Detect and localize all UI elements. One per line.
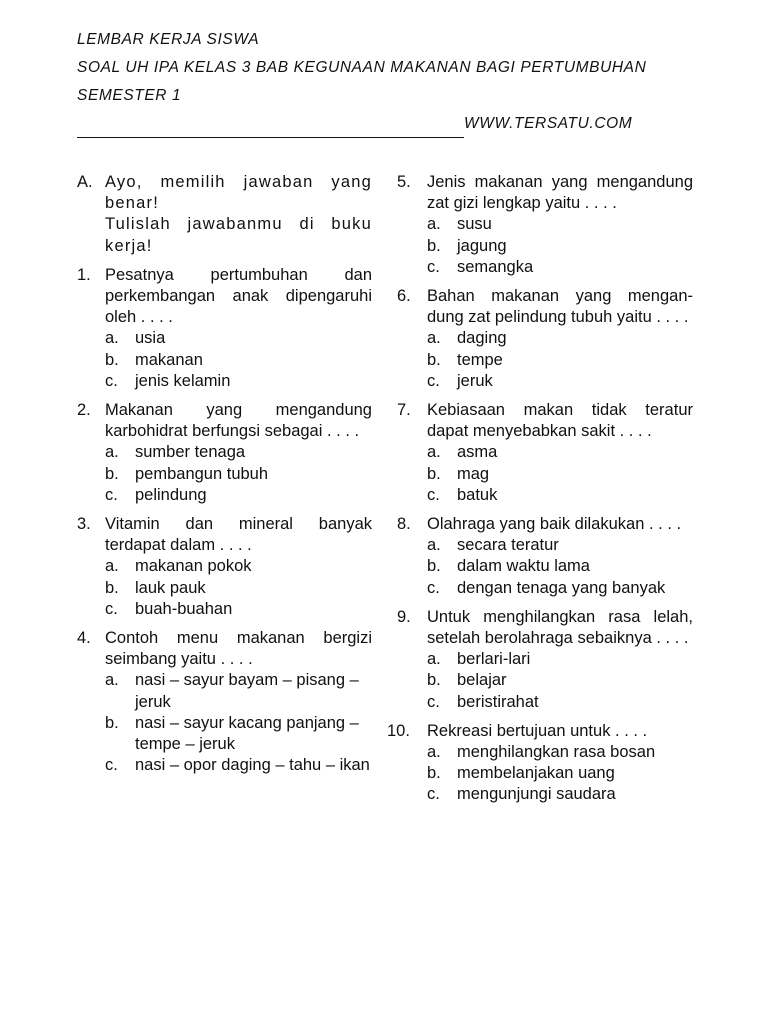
option-letter: c. xyxy=(427,485,440,504)
question-number: 3. xyxy=(77,515,91,534)
header-underline xyxy=(77,117,464,138)
option-letter: b. xyxy=(105,713,119,732)
option-letter: b. xyxy=(427,557,441,576)
option-text: jeruk xyxy=(457,371,493,390)
question-number: 6. xyxy=(397,287,411,306)
worksheet-header xyxy=(77,26,717,138)
question-6 xyxy=(397,286,693,392)
question-stem: Bahan makanan yang mengan- dung zat pelindung tubuh yaitu . . . . xyxy=(427,287,693,327)
option-letter: c. xyxy=(105,371,118,390)
question-9 xyxy=(397,607,693,713)
option-letter: b. xyxy=(105,578,119,597)
answer-option-b[interactable] xyxy=(427,763,693,784)
question-stem: Olahraga yang baik dilakukan . . . . xyxy=(427,515,682,534)
option-text: nasi – sayur kacang panjang – tempe – jeruk xyxy=(135,713,359,754)
option-text: pembangun tubuh xyxy=(135,464,269,483)
question-4 xyxy=(77,628,372,776)
option-letter: b. xyxy=(427,764,441,783)
question-number: 2. xyxy=(77,401,91,420)
option-letter: b. xyxy=(105,350,119,369)
answer-option-b[interactable] xyxy=(105,464,372,485)
question-number: 9. xyxy=(397,607,411,626)
question-2 xyxy=(77,400,372,506)
question-stem: Pesatnya pertumbuhan dan perkembangan anak dipengaruhi oleh . . . . xyxy=(105,265,372,327)
answer-option-a[interactable] xyxy=(427,328,693,349)
option-letter: a. xyxy=(427,743,441,762)
question-stem: Untuk menghilangkan rasa lelah, setelah berolahraga sebaiknya . . . . xyxy=(427,607,693,648)
header-rule-row xyxy=(77,110,717,138)
option-letter: a. xyxy=(105,443,119,462)
question-number: 1. xyxy=(77,265,91,284)
right-column xyxy=(387,172,693,814)
answer-option-c[interactable] xyxy=(105,371,372,392)
option-text: pelindung xyxy=(135,485,207,504)
question-8 xyxy=(397,514,693,599)
answer-option-c[interactable] xyxy=(427,371,693,392)
option-letter: c. xyxy=(105,756,118,775)
option-text: menghilangkan rasa bosan xyxy=(457,743,656,762)
option-text: buah-buahan xyxy=(135,599,233,618)
answer-option-a[interactable] xyxy=(427,649,693,670)
answer-option-a[interactable] xyxy=(427,214,693,235)
question-5 xyxy=(397,172,693,278)
option-text: jenis kelamin xyxy=(135,371,231,390)
option-text: makanan xyxy=(135,350,203,369)
question-stem: Rekreasi bertujuan untuk . . . . xyxy=(427,721,648,740)
option-text: mag xyxy=(457,464,490,483)
answer-option-b[interactable] xyxy=(427,236,693,257)
answer-option-b[interactable] xyxy=(427,350,693,371)
answer-option-b[interactable] xyxy=(105,713,372,755)
answer-option-c[interactable] xyxy=(427,692,693,713)
header-subtitle: SOAL UH IPA KELAS 3 BAB KEGUNAAN MAKANAN BAGI PERTUMBUHAN xyxy=(77,59,647,76)
option-letter: c. xyxy=(105,485,118,504)
option-text: susu xyxy=(457,215,492,234)
option-letter: c. xyxy=(427,785,440,804)
option-text: tempe xyxy=(457,350,503,369)
question-stem: Kebiasaan makan tidak teratur dapat menyebabkan sakit . . . . xyxy=(427,401,693,441)
option-text: usia xyxy=(135,329,166,348)
option-text: secara teratur xyxy=(457,536,559,555)
section-letter: A. xyxy=(77,173,93,191)
option-text: nasi – sayur bayam – pisang – jeruk xyxy=(135,671,359,711)
option-text: lauk pauk xyxy=(135,578,206,597)
option-letter: a. xyxy=(427,215,441,234)
option-text: batuk xyxy=(457,485,498,504)
question-10 xyxy=(387,721,693,806)
question-number: 8. xyxy=(397,515,411,534)
question-stem: Makanan yang mengandung karbohidrat berfungsi sebagai . . . . xyxy=(105,401,372,441)
answer-option-a[interactable] xyxy=(427,442,693,463)
answer-option-b[interactable] xyxy=(427,670,693,691)
answer-option-a[interactable] xyxy=(105,328,372,349)
option-letter: a. xyxy=(427,650,441,669)
question-stem: Vitamin dan mineral banyak terdapat dalam . . . . xyxy=(105,515,372,555)
question-number: 4. xyxy=(77,629,91,648)
option-letter: c. xyxy=(427,692,440,711)
option-letter: a. xyxy=(427,329,441,348)
option-text: makanan pokok xyxy=(135,557,252,576)
option-text: jagung xyxy=(457,236,507,255)
option-text: mengunjungi saudara xyxy=(457,785,616,804)
answer-option-c[interactable] xyxy=(427,578,693,599)
answer-option-a[interactable] xyxy=(427,742,693,763)
option-letter: a. xyxy=(105,329,119,348)
option-letter: b. xyxy=(427,671,441,690)
option-letter: a. xyxy=(427,536,441,555)
option-letter: b. xyxy=(427,464,441,483)
section-instruction xyxy=(77,172,372,257)
answer-option-c[interactable] xyxy=(427,485,693,506)
option-text: dalam waktu lama xyxy=(457,557,590,576)
answer-option-b[interactable] xyxy=(105,350,372,371)
answer-option-a[interactable] xyxy=(105,442,372,463)
instruction-line-2: Tulislah jawabanmu di buku kerja! xyxy=(105,215,372,255)
question-stem: Contoh menu makanan bergizi seimbang yaitu . . . . xyxy=(105,629,372,669)
option-letter: c. xyxy=(105,599,118,618)
option-text: beristirahat xyxy=(457,692,539,711)
left-column xyxy=(77,172,372,784)
answer-option-b[interactable] xyxy=(105,578,372,599)
option-text: membelanjakan uang xyxy=(457,764,615,783)
option-letter: b. xyxy=(427,350,441,369)
answer-option-c[interactable] xyxy=(427,784,693,805)
option-text: belajar xyxy=(457,671,507,690)
answer-option-c[interactable] xyxy=(105,755,372,776)
answer-option-a[interactable] xyxy=(105,556,372,577)
answer-option-a[interactable] xyxy=(105,670,372,712)
option-text: berlari-lari xyxy=(457,650,531,669)
answer-option-a[interactable] xyxy=(427,535,693,556)
question-7 xyxy=(397,400,693,506)
option-letter: c. xyxy=(427,371,440,390)
answer-option-c[interactable] xyxy=(105,599,372,620)
question-1 xyxy=(77,265,372,392)
option-text: semangka xyxy=(457,257,534,276)
header-website: WWW.TERSATU.COM xyxy=(464,115,633,132)
option-letter: b. xyxy=(427,236,441,255)
header-title: LEMBAR KERJA SISWA xyxy=(77,31,260,48)
answer-option-b[interactable] xyxy=(427,556,693,577)
option-text: dengan tenaga yang banyak xyxy=(457,578,666,597)
question-number: 7. xyxy=(397,401,411,420)
option-text: sumber tenaga xyxy=(135,443,246,462)
question-3 xyxy=(77,514,372,620)
option-letter: c. xyxy=(427,578,440,597)
option-letter: a. xyxy=(105,557,119,576)
answer-option-b[interactable] xyxy=(427,464,693,485)
answer-option-c[interactable] xyxy=(427,257,693,278)
option-text: asma xyxy=(457,443,498,462)
answer-option-c[interactable] xyxy=(105,485,372,506)
question-stem: Jenis makanan yang mengandung zat gizi lengkap yaitu . . . . xyxy=(427,173,693,213)
option-letter: c. xyxy=(427,257,440,276)
instruction-line-1: Ayo, memilih jawaban yang benar! xyxy=(105,173,372,213)
option-text: nasi – opor daging – tahu – ikan xyxy=(135,756,370,775)
option-text: daging xyxy=(457,329,507,348)
question-number: 10. xyxy=(387,721,410,740)
question-number: 5. xyxy=(397,173,411,191)
header-semester: SEMESTER 1 xyxy=(77,87,182,104)
option-letter: a. xyxy=(427,443,441,462)
option-letter: a. xyxy=(105,671,119,690)
option-letter: b. xyxy=(105,464,119,483)
